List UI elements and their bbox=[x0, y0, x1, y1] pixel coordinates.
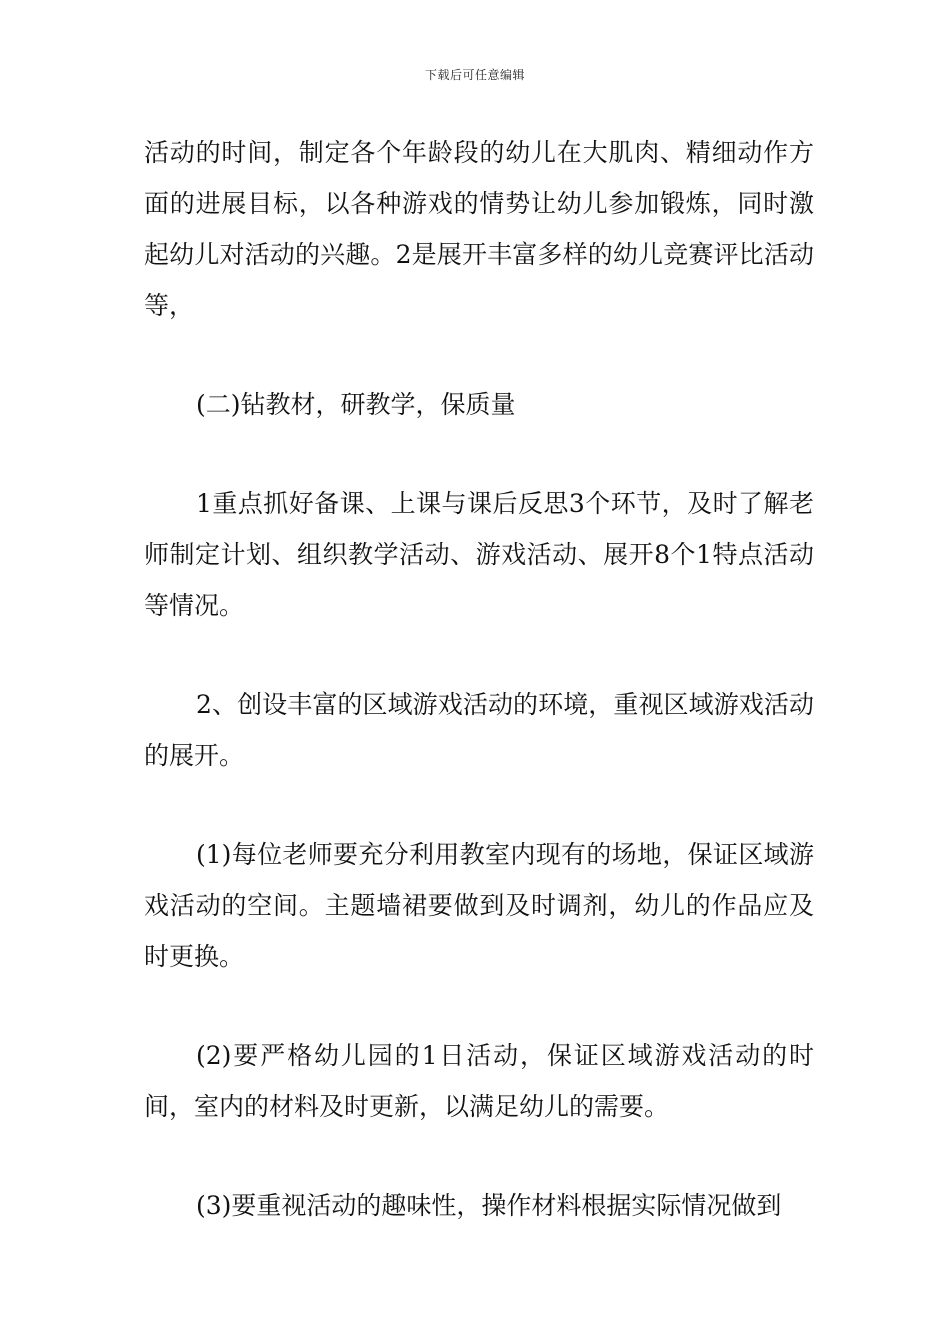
document-body bbox=[144, 127, 814, 1279]
paragraph-subitem-1: (1)每位老师要充分利用教室内现有的场地，保证区域游戏活动的空间。主题墙裙要做到及时调剂，幼儿的作品应及时更换。 bbox=[144, 840, 814, 971]
paragraph-subitem-3: (3)要重视活动的趣味性，操作材料根据实际情况做到 bbox=[196, 1191, 782, 1220]
page-header: 下载后可任意编辑 bbox=[424, 68, 525, 82]
paragraph-continuation: 活动的时间，制定各个年龄段的幼儿在大肌肉、精细动作方面的进展目标，以各种游戏的情势让幼儿参加锻炼，同时激起幼儿对活动的兴趣。2是展开丰富多样的幼儿竞赛评比活动等， bbox=[144, 138, 814, 320]
paragraph-subitem-2: (2)要严格幼儿园的1日活动，保证区域游戏活动的时间，室内的材料及时更新，以满足幼儿的需要。 bbox=[144, 1041, 814, 1121]
paragraph-item-1: 1重点抓好备课、上课与课后反思3个环节，及时了解老师制定计划、组织教学活动、游戏活动、展开8个1特点活动等情况。 bbox=[144, 489, 814, 620]
section-heading: (二)钻教材，研教学，保质量 bbox=[196, 390, 516, 419]
paragraph-item-2: 2、创设丰富的区域游戏活动的环境，重视区域游戏活动的展开。 bbox=[144, 690, 814, 770]
